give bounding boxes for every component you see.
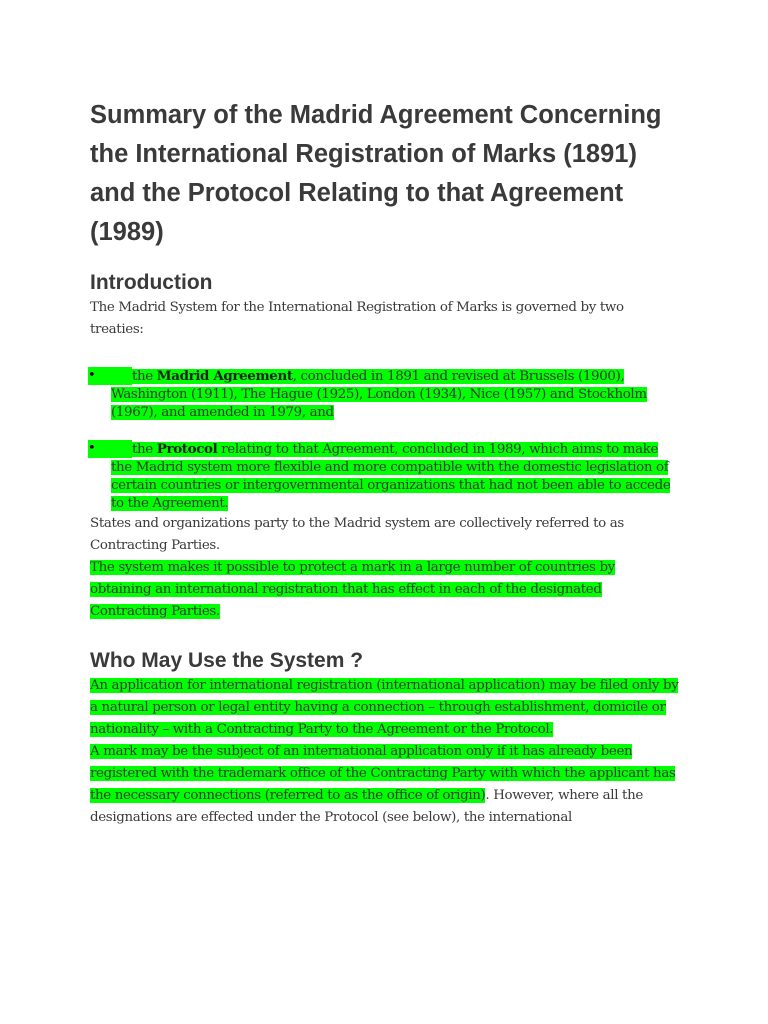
document-content — [90, 96, 680, 829]
document-title: Summary of the Madrid Agreement Concerning the International Registration of Marks (1891) and the Protocol Relating to that Agreement (1989) — [90, 101, 662, 246]
treaty-item-protocol — [88, 440, 678, 513]
contracting-parties-paragraph: States and organizations party to the Madrid system are collectively referred to as Contracting Parties. — [90, 516, 624, 553]
highlighted-text: The system makes it possible to protect a mark in a large number of countries by obtaining an international registration that has effect in each of the designated Contracting Parties. — [90, 560, 615, 619]
treaty-item-madrid-agreement — [88, 367, 678, 422]
treaty-item-text: the Madrid Agreement, concluded in 1891 and revised at Brussels (1900), Washington (1911), The Hague (1925), London (1934), Nice (1957) and Stockholm (1967), and amended in 1979, and — [111, 368, 647, 420]
mark-paragraph — [90, 741, 680, 829]
treaty-name: Madrid Agreement — [156, 368, 293, 384]
treaty-name: Protocol — [156, 441, 218, 457]
highlighted-text: An application for international registration (international application) may be filed only by a natural person or legal entity having a connection – through establishment, domicile or nationality – with a Contracting Party to the Agreement or the Protocol. — [90, 678, 679, 737]
bullet-icon: • — [88, 440, 111, 458]
system-paragraph — [90, 557, 680, 623]
bullet-icon: • — [88, 367, 111, 385]
intro-paragraph: The Madrid System for the International Registration of Marks is governed by two treaties: — [90, 300, 624, 337]
introduction-heading: Introduction — [90, 271, 213, 294]
treaty-item-text: the Protocol relating to that Agreement, concluded in 1989, which aims to make the Madrid system more flexible and more compatible with the domestic legislation of certain countries or intergovernmental organizations that had not been able to accede to the Agreement. — [111, 441, 671, 511]
who-may-use-heading: Who May Use the System ? — [90, 649, 364, 672]
unhighlighted-text: . However, where all the designations are effected under the Protocol (see below), the international — [90, 788, 643, 825]
treaties-list — [88, 367, 678, 513]
highlighted-text: A mark may be the subject of an international application only if it has already been registered with the trademark office of the Contracting Party with which the applicant has the necessary connections (referred to as the office of origin) — [90, 744, 676, 803]
application-paragraph — [90, 675, 680, 741]
